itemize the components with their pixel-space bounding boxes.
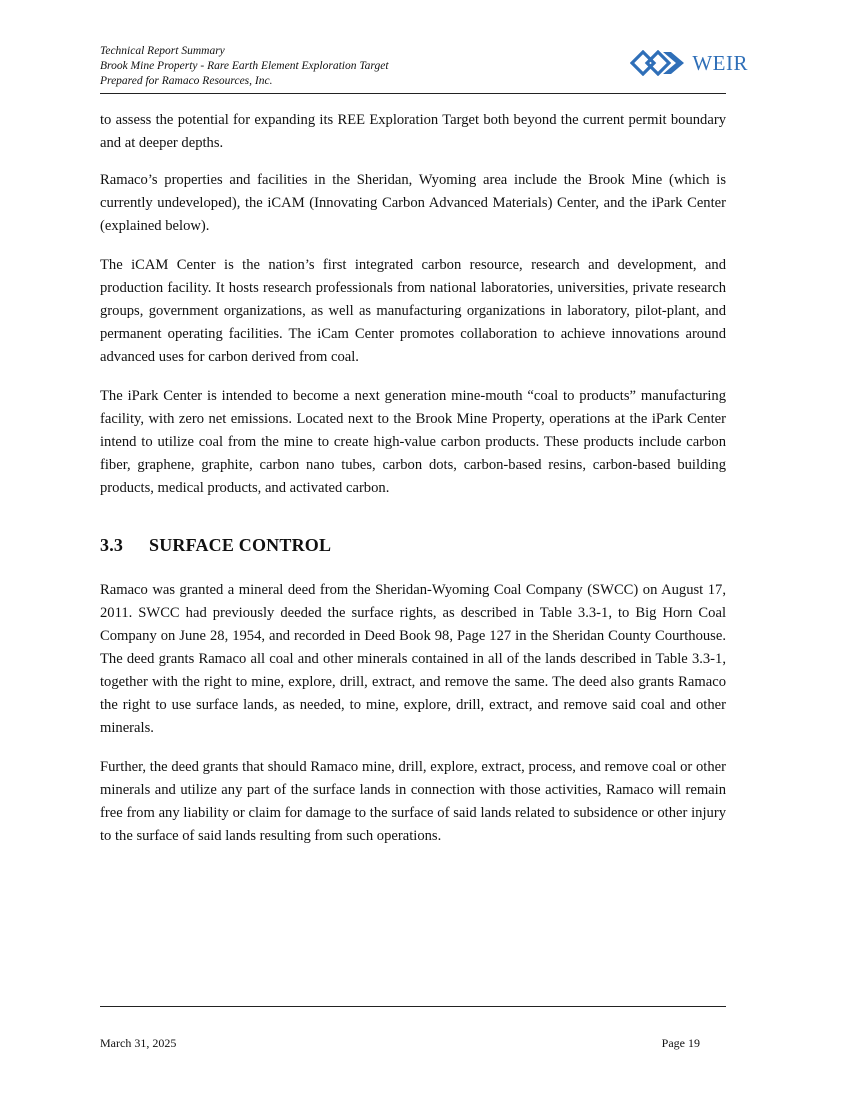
page-header: [100, 44, 748, 93]
footer-date: March 31, 2025: [100, 1036, 177, 1050]
paragraph-continuation: to assess the potential for expanding its REE Exploration Target both beyond the current permit boundary and at deeper depths.: [100, 112, 726, 151]
paragraph-ipark-center: The iPark Center is intended to become a next generation mine-mouth “coal to products” manufacturing facility, with zero net emissions. Located next to the Brook Mine Property, operations at the iPark Center intend to utilize coal from the mine to create high-value carbon products. These products include carbon fiber, graphene, graphite, carbon nano tubes, carbon dots, carbon-based resins, carbon-based building products, medical products, and activated carbon.: [100, 388, 726, 496]
header-report-type: Technical Report Summary: [100, 45, 225, 57]
header-divider: [100, 93, 726, 94]
footer-page-number: Page 19: [661, 1036, 700, 1050]
logo-wordmark: WEIR: [692, 50, 748, 75]
header-prepared-for: Prepared for Ramaco Resources, Inc.: [100, 75, 273, 87]
weir-logo: [630, 50, 748, 76]
section-number: 3.3: [100, 535, 124, 555]
section-heading: [100, 534, 726, 557]
paragraph-deed-liability: Further, the deed grants that should Ramaco mine, drill, explore, extract, process, and remove coal or other minerals and utilize any part of the surface lands in connection with those activities, Ramaco will remain free from any liability or claim for damage to the surface of said lands related to subsidence or other injury to the surface of said lands resulting from such operations.: [100, 759, 726, 844]
paragraph-mineral-deed: Ramaco was granted a mineral deed from the Sheridan-Wyoming Coal Company (SWCC) on August 17, 2011. SWCC had previously deeded the surface rights, as described in Table 3.3-1, to Big Horn Coal Company on June 28, 1954, and recorded in Deed Book 98, Page 127 in the Sheridan County Courthouse. The deed grants Ramaco all coal and other minerals contained in all of the lands described in Table 3.3-1, together with the right to mine, explore, drill, extract, and remove the same. The deed also grants Ramaco the right to use surface lands, as needed, to mine, explore, drill, extract, and remove said coal and other minerals.: [100, 582, 726, 736]
section-title: SURFACE CONTROL: [149, 535, 332, 555]
footer-divider: [100, 1006, 726, 1007]
paragraph-properties: Ramaco’s properties and facilities in the Sheridan, Wyoming area include the Brook Mine (which is currently undeveloped), the iCAM (Innovating Carbon Advanced Materials) Center, and the iPark Center (explained below).: [100, 172, 726, 234]
diamond-chevrons-icon: [630, 50, 690, 76]
page-body: [100, 109, 726, 864]
header-project-title: Brook Mine Property - Rare Earth Element Exploration Target: [100, 60, 389, 72]
paragraph-icam-center: The iCAM Center is the nation’s first integrated carbon resource, research and development, and production facility. It hosts research professionals from national laboratories, universities, private research groups, government organizations, as well as manufacturing organizations in laboratory, pilot-plant, and permanent operating facilities. The iCam Center promotes collaboration to achieve innovations around advanced uses for carbon derived from coal.: [100, 257, 726, 365]
